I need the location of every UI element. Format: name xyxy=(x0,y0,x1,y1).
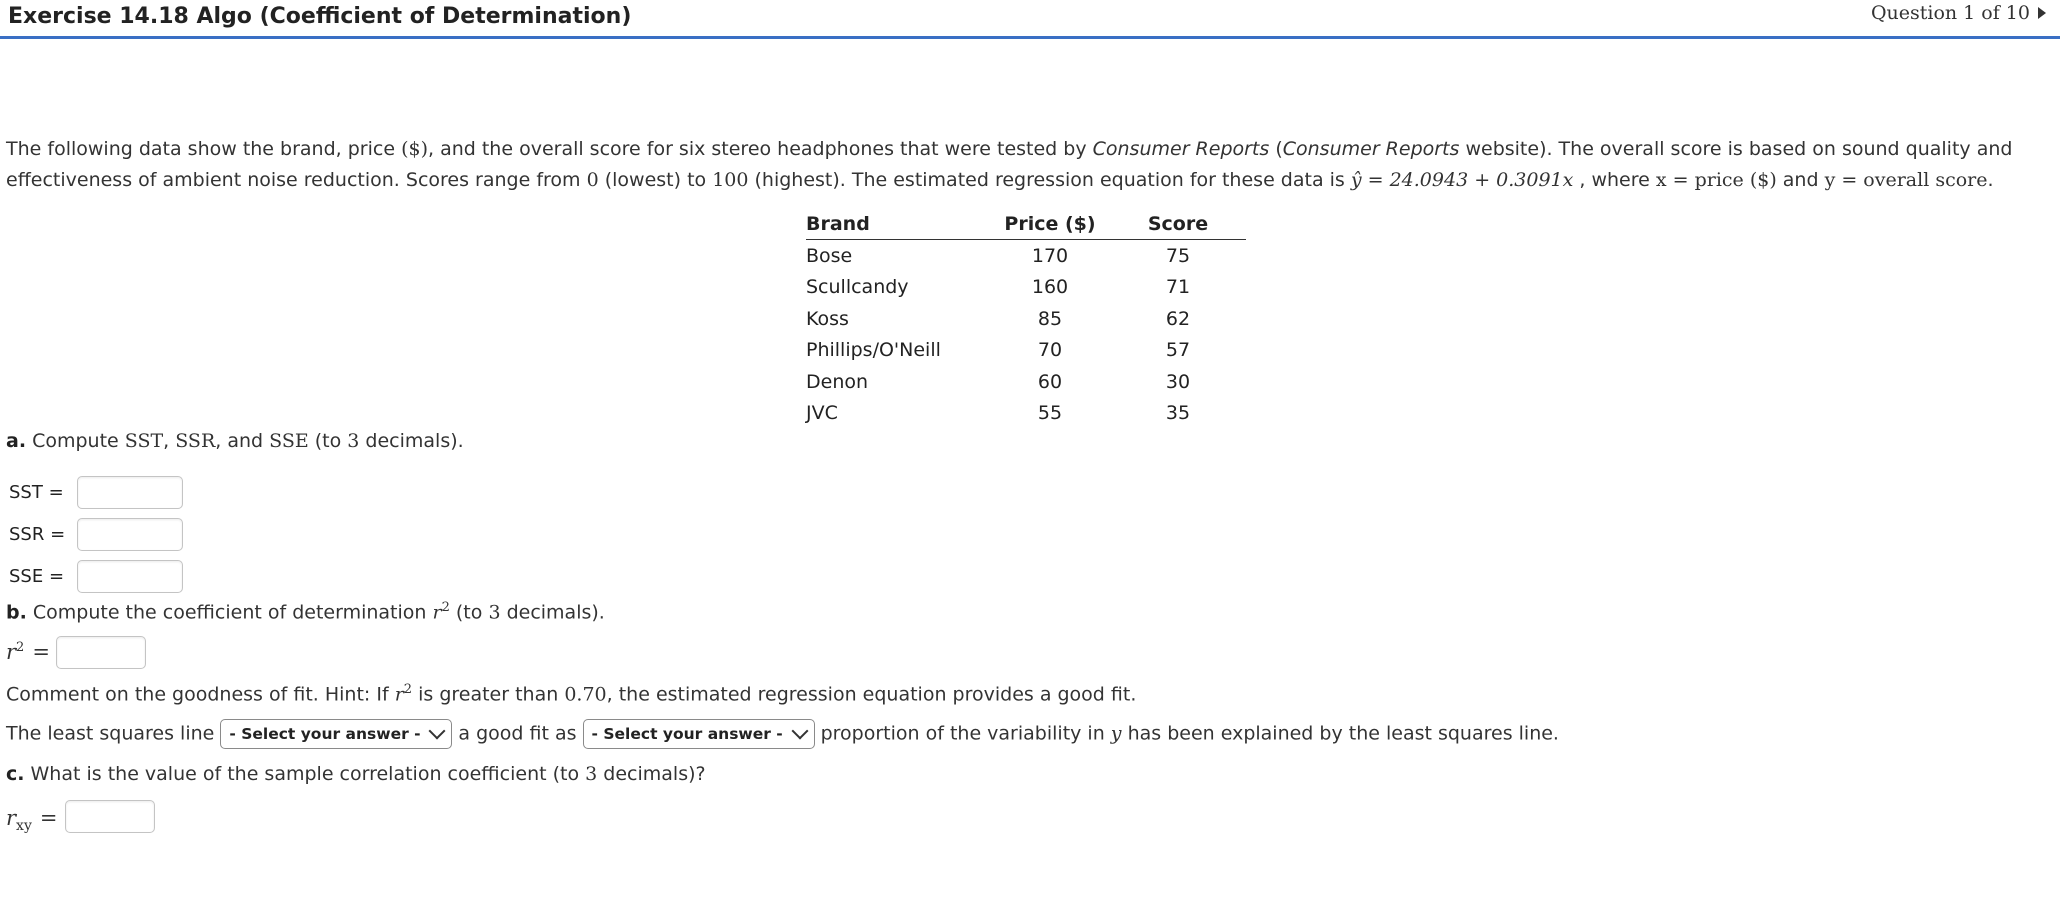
question-navigator[interactable] xyxy=(1871,2,2046,24)
cell-score: 35 xyxy=(1165,402,1191,425)
r-squared-label: $r^2$ = xyxy=(6,640,50,664)
column-header-brand: Brand xyxy=(806,209,990,240)
cell-score: 75 xyxy=(1165,244,1191,267)
cell-price: 170 xyxy=(1031,244,1069,267)
goodness-of-fit-hint: Comment on the goodness of fit. Hint: If $r^2$ is greater than 0.70, the estimated regression equation provides a good fit. xyxy=(6,682,1137,706)
fit-select-1[interactable]: - Select your answer - xyxy=(220,719,452,749)
chevron-down-icon xyxy=(429,723,446,740)
ssr-input[interactable] xyxy=(77,518,183,551)
next-question-icon[interactable] xyxy=(2038,7,2046,19)
cell-brand: Denon xyxy=(806,370,869,393)
sst-input[interactable] xyxy=(77,476,183,509)
rxy-input[interactable] xyxy=(65,800,155,833)
part-c-prompt: c. What is the value of the sample correlation coefficient (to 3 decimals)? xyxy=(6,763,706,785)
cell-price: 55 xyxy=(1037,402,1063,425)
table-row xyxy=(806,335,1246,367)
part-a-prompt: a. Compute SST, SSR, and SSE (to 3 decimals). xyxy=(6,430,464,452)
cell-price: 60 xyxy=(1037,370,1063,393)
table-row xyxy=(806,398,1246,430)
data-table xyxy=(806,209,1246,429)
table-row xyxy=(806,272,1246,304)
sse-input[interactable] xyxy=(77,560,183,593)
cell-price: 160 xyxy=(1031,276,1069,299)
cell-price: 70 xyxy=(1037,339,1063,362)
table-row xyxy=(806,240,1246,272)
ssr-label: SSR = xyxy=(9,524,66,545)
table-row xyxy=(806,303,1246,335)
column-header-price: Price ($) xyxy=(990,209,1110,240)
fit-sentence: The least squares line - Select your answer - a good fit as - Select your answer - proportion of the variability in y has been explained by the least squares line. xyxy=(6,719,1559,749)
sse-label: SSE = xyxy=(9,566,65,587)
fit-select-2[interactable]: - Select your answer - xyxy=(583,719,815,749)
problem-statement: The following data show the brand, price ($), and the overall score for six stereo headphones that were tested by Consumer Reports (Consumer Reports website). The overall score is based on sound quality and effectiveness of ambient noise reduction. Scores range from 0 (lowest) to 100 (highest). The estimated regression equation for these data is ŷ = 24.0943 + 0.3091x , where x = price ($) and y = overall score. xyxy=(6,138,2013,191)
column-header-score: Score xyxy=(1110,209,1246,240)
cell-score: 57 xyxy=(1165,339,1191,362)
page-title: Exercise 14.18 Algo (Coefficient of Determination) xyxy=(8,4,632,29)
cell-brand: Bose xyxy=(806,244,853,267)
r-squared-input[interactable] xyxy=(56,636,146,669)
rxy-label: $r_{xy}$ = xyxy=(6,806,58,835)
question-counter: Question 1 of 10 xyxy=(1870,2,2030,24)
cell-brand: Phillips/O'Neill xyxy=(806,339,941,362)
table-row xyxy=(806,366,1246,398)
cell-brand: Scullcandy xyxy=(806,276,909,299)
cell-price: 85 xyxy=(1037,307,1063,330)
cell-brand: Koss xyxy=(806,307,849,330)
cell-brand: JVC xyxy=(806,402,838,425)
cell-score: 30 xyxy=(1165,370,1191,393)
regression-equation: ŷ = 24.0943 + 0.3091x xyxy=(1350,169,1574,191)
header-bar xyxy=(0,0,2060,39)
sst-label: SST = xyxy=(9,482,64,503)
table-header-row xyxy=(806,209,1246,240)
part-b-prompt: b. Compute the coefficient of determination $r^2$ (to 3 decimals). xyxy=(6,600,605,624)
cell-score: 62 xyxy=(1165,307,1191,330)
cell-score: 71 xyxy=(1165,276,1191,299)
chevron-down-icon xyxy=(791,723,808,740)
